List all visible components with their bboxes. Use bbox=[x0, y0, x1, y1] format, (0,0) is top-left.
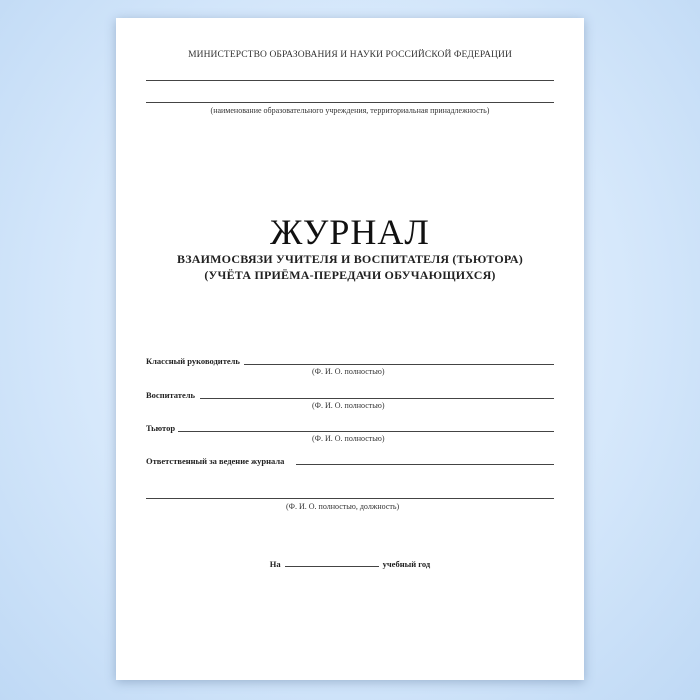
journal-subtitle-1: ВЗАИМОСВЯЗИ УЧИТЕЛЯ И ВОСПИТАТЕЛЯ (ТЬЮТОРА) bbox=[177, 252, 523, 266]
journal-cover-sheet bbox=[116, 18, 584, 680]
educator-line bbox=[200, 398, 554, 399]
journal-subtitle-2: (УЧЁТА ПРИЁМА-ПЕРЕДАЧИ ОБУЧАЮЩИХСЯ) bbox=[204, 268, 496, 282]
educator-caption: (Ф. И. О. полностью) bbox=[312, 401, 385, 410]
year-prefix: На bbox=[269, 559, 281, 569]
institution-line-2 bbox=[146, 102, 554, 103]
academic-year-row bbox=[116, 558, 584, 569]
journal-keeper-line bbox=[296, 464, 554, 465]
class-teacher-line bbox=[244, 364, 554, 365]
journal-title: ЖУРНАЛ bbox=[270, 212, 430, 252]
class-teacher-label: Классный руководитель bbox=[146, 356, 240, 366]
journal-keeper-line-2 bbox=[146, 498, 554, 499]
ministry-header: МИНИСТЕРСТВО ОБРАЗОВАНИЯ И НАУКИ РОССИЙСКОЙ ФЕДЕРАЦИИ bbox=[188, 50, 512, 60]
tutor-caption: (Ф. И. О. полностью) bbox=[312, 434, 385, 443]
class-teacher-caption: (Ф. И. О. полностью) bbox=[312, 367, 385, 376]
tutor-line bbox=[178, 431, 554, 432]
institution-line-1 bbox=[146, 80, 554, 81]
institution-caption: (наименование образовательного учреждения, территориальная принадлежность) bbox=[210, 106, 490, 115]
journal-keeper-caption: (Ф. И. О. полностью, должность) bbox=[286, 502, 400, 511]
educator-label: Воспитатель bbox=[146, 390, 196, 400]
year-blank-line bbox=[285, 558, 379, 567]
journal-keeper-label: Ответственный за ведение журнала bbox=[146, 456, 285, 466]
tutor-label: Тьютор bbox=[146, 423, 176, 433]
year-suffix: учебный год bbox=[382, 559, 431, 569]
